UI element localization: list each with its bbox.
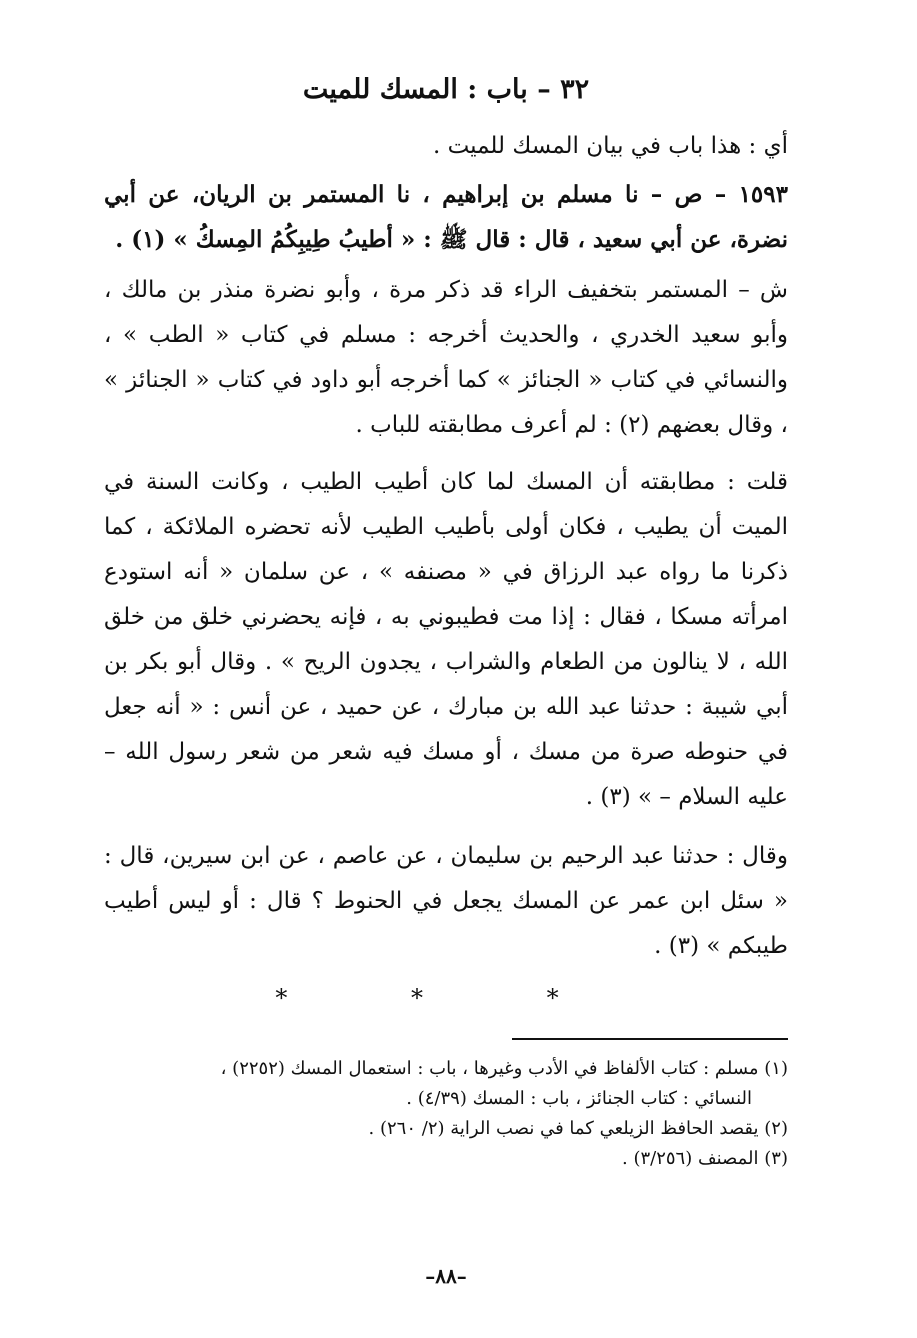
- footnote-3: (٣) المصنف (٣/٢٥٦) .: [622, 1148, 788, 1169]
- page-number: –٨٨–: [425, 1264, 467, 1288]
- footnote-divider: [512, 1038, 788, 1040]
- footnote-2: (٢) يقصد الحافظ الزيلعي كما في نصب الراية (٢/ ٢٦٠) .: [368, 1118, 788, 1139]
- intro-paragraph: [104, 124, 788, 169]
- hadith-text: ١٥٩٣ – ص – نا مسلم بن إبراهيم ، نا المستمر بن الريان، عن أبي نضرة، عن أبي سعيد ، قال : قال ﷺ : « أطيبُ طِيبِكُمُ المِسكُ » (١) .: [104, 181, 788, 253]
- section-separator-stars: * * *: [275, 984, 617, 1012]
- commentary-text: ش – المستمر بتخفيف الراء قد ذكر مرة ، وأبو نضرة منذر بن مالك ، وأبو سعيد الخدري ، والحديث أخرجه : مسلم في كتاب « الطب » ، والنسائي في كتاب « الجنائز » كما أخرجه أبو داود في كتاب « الجنائز » ، وقال بعضهم (٢) : لم أعرف مطابقته للباب .: [104, 277, 788, 438]
- waqal-paragraph: [104, 834, 788, 969]
- qultu-text: قلت : مطابقته أن المسك لما كان أطيب الطيب ، وكانت السنة في الميت أن يطيب ، فكان أولى بأطيب الطيب لأنه تحضره الملائكة ، كما ذكرنا ما رواه عبد الرزاق في « مصنفه » ، عن سلمان « أنه استودع امرأته مسكا ، فقال : إذا مت فطيبوني به ، فإنه يحضرني خلق من خلق الله ، لا ينالون من الطعام والشراب ، يجدون الريح » . وقال أبو بكر بن أبي شيبة : حدثنا عبد الله بن مبارك ، عن حميد ، عن أنس : « أنه جعل في حنوطه صرة من مسك ، أو مسك فيه شعر من شعر رسول الله – عليه السلام – » (٣) .: [104, 469, 788, 810]
- intro-text: أي : هذا باب في بيان المسك للميت .: [432, 133, 788, 159]
- qultu-paragraph: [104, 460, 788, 820]
- commentary-paragraph: [104, 268, 788, 448]
- footnote-1: (١) مسلم : كتاب الألفاظ في الأدب وغيرها ، باب : استعمال المسك (٢٢٥٢) ،: [220, 1058, 788, 1079]
- footnote-1-continuation: النسائي : كتاب الجنائز ، باب : المسك (٤/٣٩) .: [406, 1088, 752, 1109]
- footnotes: [104, 1054, 788, 1174]
- hadith-paragraph: [104, 172, 788, 262]
- waqal-text: وقال : حدثنا عبد الرحيم بن سليمان ، عن عاصم ، عن ابن سيرين، قال : « سئل ابن عمر عن المسك يجعل في الحنوط ؟ قال : أو ليس أطيب طيبكم » (٣) .: [104, 843, 788, 959]
- chapter-title: ٣٢ – باب : المسك للميت: [302, 74, 590, 105]
